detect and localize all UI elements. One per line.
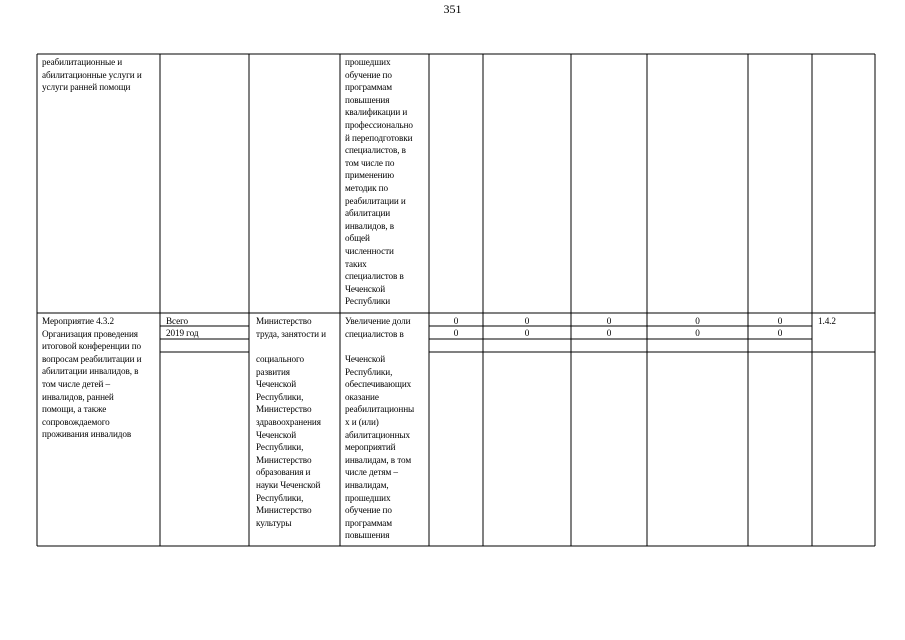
indicator-cell: прошедших обучение по программам повышения квалификации и профессионально й переподготовки специалистов, в том числе по применению методик по реабилитации и абилитации инвалидов, в общей численности таких специалистов в Чеченской Республики: [345, 57, 413, 307]
indicator-cell: Увеличение доли специалистов в: [345, 316, 411, 339]
value-cell: 0: [777, 316, 783, 326]
value-cell: 0: [453, 316, 459, 326]
executor-cell: Министерство труда, занятости и: [256, 316, 326, 339]
value-cell: 0: [524, 316, 530, 326]
value-cell: 0: [695, 328, 700, 338]
event-name-cell: реабилитационные и абилитационные услуги и услуги ранней помощи: [42, 57, 142, 93]
page-number: 351: [443, 2, 462, 16]
value-cell: 0: [777, 328, 783, 338]
event-name-cell: Мероприятие 4.3.2 Организация проведения итоговой конференции по вопросам реабилитации и абилитации инвалидов, в том числе детей – инвалидов, ранней помощи, а также сопровождаемого проживания инвалидов: [42, 316, 142, 440]
executor-cell: социального развития Чеченской Республики, Министерство здравоохранения Чеченской Республики, Министерство образования и науки Чеченской Республики, Министерство культуры: [256, 354, 321, 528]
period-year-cell: 2019 год: [166, 328, 199, 338]
value-cell: 0: [606, 316, 612, 326]
value-cell: 0: [453, 328, 459, 338]
period-total-cell: Всего: [166, 316, 189, 326]
indicator-cell: Чеченской Республики, обеспечивающих оказание реабилитационны х и (или) абилитационных мероприятий инвалидам, в том числе детям – инвалидам, прошедших обучение по программам повышения: [345, 354, 415, 541]
value-cell: 0: [524, 328, 530, 338]
value-cell: 0: [606, 328, 612, 338]
code-cell: 1.4.2: [818, 316, 836, 326]
value-cell: 0: [695, 316, 700, 326]
